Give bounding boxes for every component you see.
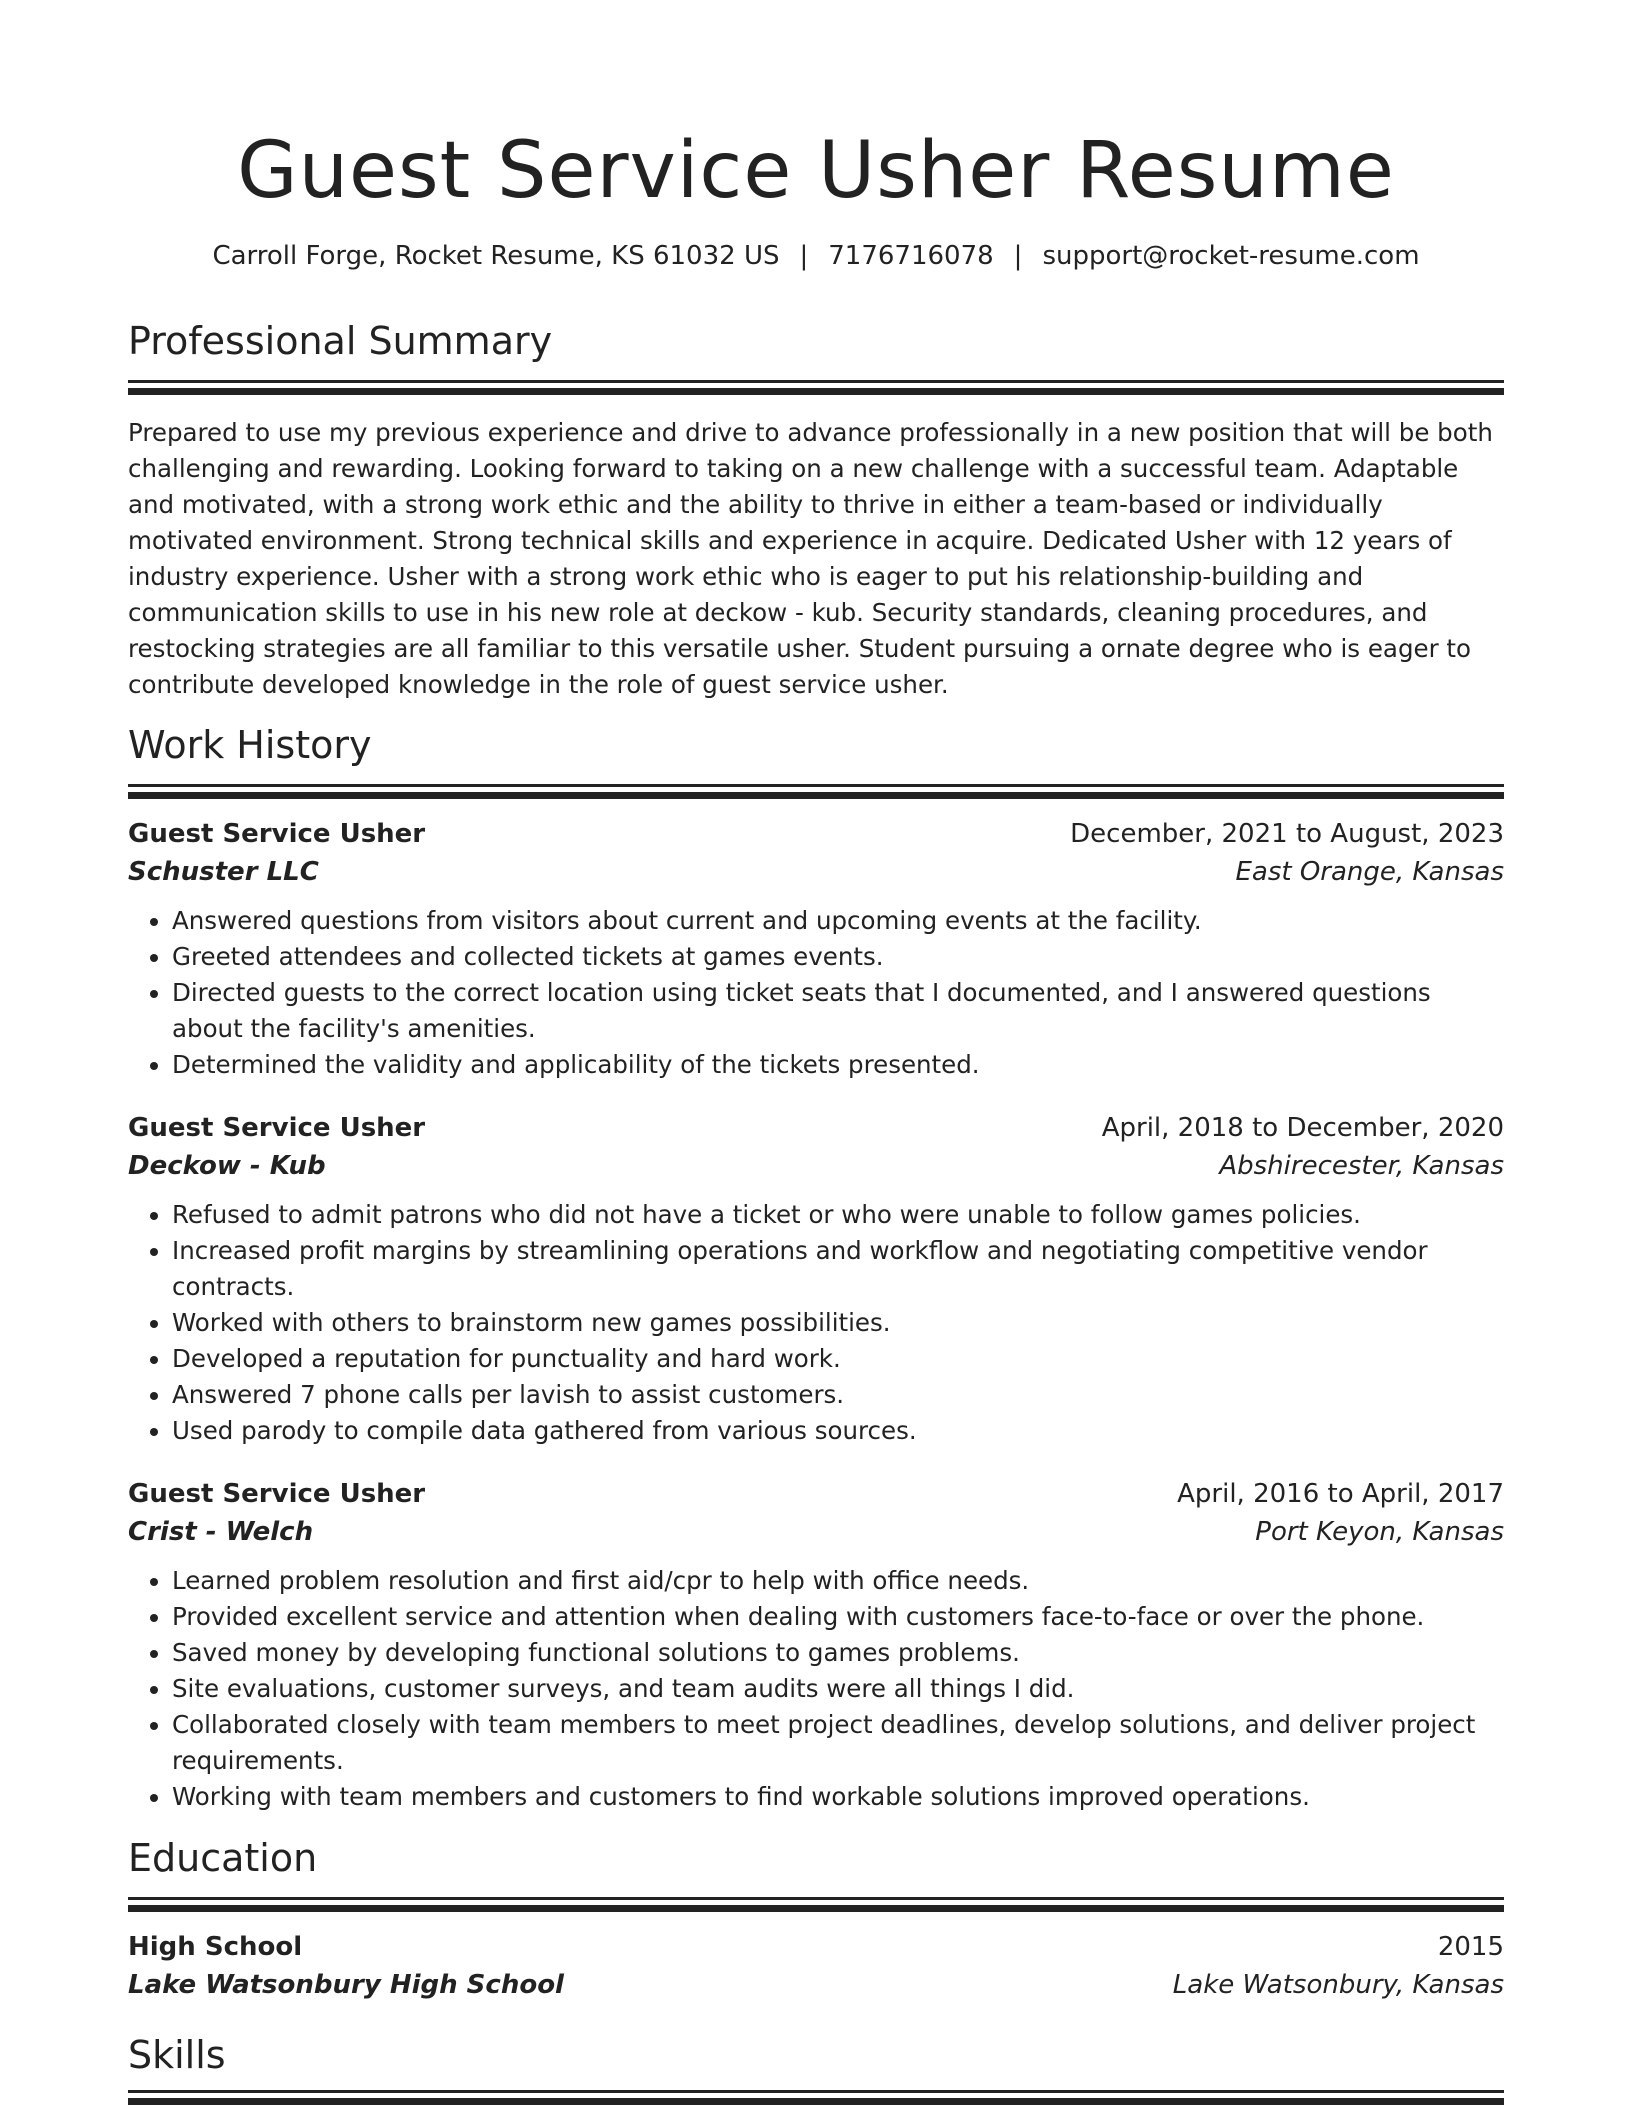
job-title: Guest Service Usher	[128, 1113, 426, 1143]
list-item: • Determined the validity and applicability of the tickets presented.	[172, 1047, 1504, 1083]
job-bullets	[172, 1197, 1504, 1449]
contact-separator: |	[1013, 241, 1023, 271]
job-dates: April, 2018 to December, 2020	[1101, 1113, 1504, 1143]
section-heading: Skills	[128, 2033, 226, 2077]
list-item: • Saved money by developing functional solutions to games problems.	[172, 1635, 1504, 1671]
job-header	[128, 1109, 1504, 1147]
section-divider-thick	[128, 1905, 1504, 1912]
job-company: Deckow - Kub	[128, 1151, 326, 1181]
list-item: • Worked with others to brainstorm new games possibilities.	[172, 1305, 1504, 1341]
list-item: • Working with team members and customers to find workable solutions improved operations.	[172, 1779, 1504, 1815]
section-heading: Professional Summary	[128, 319, 553, 363]
education-header	[128, 1928, 1504, 1966]
job-title: Guest Service Usher	[128, 1479, 426, 1509]
job-location: East Orange, Kansas	[1235, 857, 1504, 887]
job-location: Abshirecester, Kansas	[1219, 1151, 1504, 1181]
list-item: • Collaborated closely with team members to meet project deadlines, develop solutions, and deliver project requirements.	[172, 1707, 1504, 1779]
list-item: • Answered questions from visitors about current and upcoming events at the facility.	[172, 903, 1504, 939]
section-divider-thick	[128, 2098, 1504, 2105]
job-entry	[128, 1475, 1504, 1815]
section-divider	[128, 1897, 1504, 1900]
job-entry	[128, 1109, 1504, 1449]
job-subheader	[128, 1147, 1504, 1185]
job-subheader	[128, 1513, 1504, 1551]
job-title: Guest Service Usher	[128, 819, 426, 849]
contact-separator: |	[799, 241, 809, 271]
section-divider-thick	[128, 792, 1504, 799]
education-entry	[128, 1928, 1504, 2004]
education-year: 2015	[1437, 1932, 1504, 1962]
job-dates: April, 2016 to April, 2017	[1177, 1479, 1504, 1509]
education-location: Lake Watsonbury, Kansas	[1172, 1970, 1504, 2000]
job-location: Port Keyon, Kansas	[1255, 1517, 1504, 1547]
job-company: Schuster LLC	[128, 857, 319, 887]
section-heading: Work History	[128, 723, 372, 767]
list-item: • Site evaluations, customer surveys, and team audits were all things I did.	[172, 1671, 1504, 1707]
list-item: • Refused to admit patrons who did not have a ticket or who were unable to follow games policies.	[172, 1197, 1504, 1233]
list-item: • Increased profit margins by streamlining operations and workflow and negotiating competitive vendor contracts.	[172, 1233, 1504, 1305]
job-header	[128, 815, 1504, 853]
contact-email: support@rocket-resume.com	[1042, 241, 1420, 271]
section-divider	[128, 2090, 1504, 2093]
work-history-section	[128, 720, 1504, 1815]
job-entry	[128, 815, 1504, 1083]
list-item: • Directed guests to the correct location using ticket seats that I documented, and I answered questions about the facility's amenities.	[172, 975, 1504, 1047]
section-heading: Education	[128, 1836, 318, 1880]
job-subheader	[128, 853, 1504, 891]
list-item: • Developed a reputation for punctuality and hard work.	[172, 1341, 1504, 1377]
education-subheader	[128, 1966, 1504, 2004]
contact-phone: 7176716078	[828, 241, 994, 271]
summary-section	[128, 316, 1504, 703]
education-school: Lake Watsonbury High School	[128, 1970, 564, 2000]
resume-title: Guest Service Usher Resume	[237, 126, 1395, 216]
list-item: • Learned problem resolution and first aid/cpr to help with office needs.	[172, 1563, 1504, 1599]
skills-section	[128, 2030, 1504, 2105]
job-company: Crist - Welch	[128, 1517, 314, 1547]
contact-line	[128, 238, 1504, 274]
list-item: • Answered 7 phone calls per lavish to assist customers.	[172, 1377, 1504, 1413]
section-divider-thick	[128, 388, 1504, 395]
education-degree: High School	[128, 1932, 303, 1962]
section-divider	[128, 380, 1504, 383]
list-item: • Used parody to compile data gathered from various sources.	[172, 1413, 1504, 1449]
education-section	[128, 1833, 1504, 2004]
contact-address: Carroll Forge, Rocket Resume, KS 61032 US	[212, 241, 780, 271]
job-bullets	[172, 903, 1504, 1083]
job-dates: December, 2021 to August, 2023	[1070, 819, 1504, 849]
job-header	[128, 1475, 1504, 1513]
section-divider	[128, 784, 1504, 787]
list-item: • Greeted attendees and collected tickets at games events.	[172, 939, 1504, 975]
list-item: • Provided excellent service and attention when dealing with customers face-to-face or over the phone.	[172, 1599, 1504, 1635]
summary-text: Prepared to use my previous experience and drive to advance professionally in a new position that will be both challenging and rewarding. Looking forward to taking on a new challenge with a successful team. Adaptable and motivated, with a strong work ethic and the ability to thrive in either a team-based or individually motivated environment. Strong technical skills and experience in acquire. Dedicated Usher with 12 years of industry experience. Usher with a strong work ethic who is eager to put his relationship-building and communication skills to use in his new role at deckow - kub. Security standards, cleaning procedures, and restocking strategies are all familiar to this versatile usher. Student pursuing a ornate degree who is eager to contribute developed knowledge in the role of guest service usher.	[128, 418, 1493, 699]
job-bullets	[172, 1563, 1504, 1815]
